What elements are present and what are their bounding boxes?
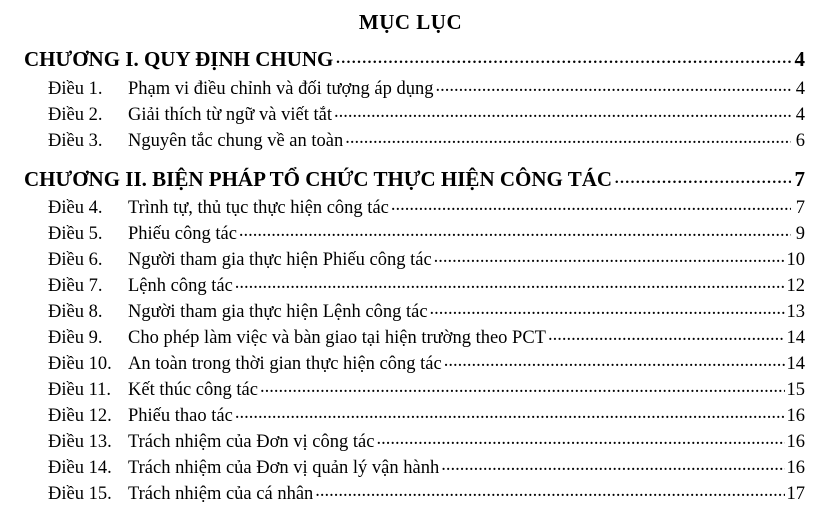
toc-article-title: An toàn trong thời gian thực hiện công tác (128, 354, 442, 375)
toc-article-number: Điều 14. (48, 458, 112, 479)
toc-article-number: Điều 15. (48, 484, 112, 505)
toc-article-title: Phiếu công tác (128, 224, 237, 245)
dot-leader (441, 453, 784, 473)
toc-article-number: Điều 5. (48, 224, 103, 245)
toc-page-number: 4 (795, 105, 805, 126)
toc-article-14[interactable] (48, 453, 805, 480)
toc-page-number: 4 (795, 79, 805, 100)
toc-article-title: Người tham gia thực hiện Phiếu công tác (128, 250, 432, 271)
toc-article-title: Trách nhiệm của cá nhân (128, 484, 314, 505)
dot-leader (548, 323, 785, 343)
toc-article-title: Phạm vi điều chỉnh và đối tượng áp dụng (128, 79, 434, 100)
toc-article-3[interactable] (48, 126, 805, 153)
toc-page-number: 9 (795, 224, 805, 245)
toc-article-10[interactable] (48, 349, 805, 376)
toc-article-8[interactable] (48, 297, 805, 324)
toc-page-number: 15 (786, 380, 805, 401)
dot-leader (239, 219, 791, 239)
toc-page-number: 16 (786, 432, 805, 453)
dot-leader (315, 479, 784, 499)
dot-leader (335, 43, 791, 66)
toc-article-title: Kết thúc công tác (128, 380, 258, 401)
toc-article-15[interactable] (48, 479, 805, 506)
toc-page-number: 10 (786, 250, 805, 271)
toc-article-12[interactable] (48, 401, 805, 428)
toc-article-title: Cho phép làm việc và bàn giao tại hiện trường theo PCT (128, 328, 546, 349)
toc-article-number: Điều 3. (48, 131, 103, 152)
toc-article-number: Điều 8. (48, 302, 103, 323)
toc-article-number: Điều 10. (48, 354, 112, 375)
toc-page-number: 16 (786, 406, 805, 427)
toc-article-13[interactable] (48, 427, 805, 454)
toc-article-number: Điều 7. (48, 276, 103, 297)
dot-leader (391, 193, 791, 213)
dot-leader (260, 375, 785, 395)
toc-chapter-title: CHƯƠNG II. BIỆN PHÁP TỔ CHỨC THỰC HIỆN CÔNG TÁC (24, 167, 613, 192)
toc-chapter-2[interactable] (24, 163, 805, 192)
toc-article-number: Điều 1. (48, 79, 103, 100)
dot-leader (434, 245, 785, 265)
toc-chapter-title: CHƯƠNG I. QUY ĐỊNH CHUNG (24, 47, 334, 72)
toc-article-number: Điều 9. (48, 328, 103, 349)
dot-leader (376, 427, 784, 447)
toc-article-11[interactable] (48, 375, 805, 402)
toc-article-number: Điều 6. (48, 250, 103, 271)
toc-article-1[interactable] (48, 74, 805, 101)
toc-article-title: Trách nhiệm của Đơn vị công tác (128, 432, 375, 453)
toc-page-number: 6 (795, 131, 805, 152)
toc-article-number: Điều 12. (48, 406, 112, 427)
toc-page-number: 13 (786, 302, 805, 323)
dot-leader (345, 126, 791, 146)
toc-page-number: 14 (786, 328, 805, 349)
dot-leader (235, 271, 785, 291)
toc-article-title: Trách nhiệm của Đơn vị quản lý vận hành (128, 458, 440, 479)
toc-article-title: Trình tự, thủ tục thực hiện công tác (128, 198, 389, 219)
toc-page-number: 17 (786, 484, 805, 505)
dot-leader (430, 297, 785, 317)
toc-article-number: Điều 4. (48, 198, 103, 219)
toc-page-number: 12 (786, 276, 805, 297)
dot-leader (235, 401, 785, 421)
toc-article-6[interactable] (48, 245, 805, 272)
toc-article-4[interactable] (48, 193, 805, 220)
toc-article-title: Giải thích từ ngữ và viết tắt (128, 105, 332, 126)
toc-page-number: 7 (794, 167, 805, 192)
toc-page-number: 4 (794, 47, 805, 72)
toc-page-number: 7 (795, 198, 805, 219)
toc-article-number: Điều 11. (48, 380, 112, 401)
dot-leader (444, 349, 785, 369)
toc-article-title: Người tham gia thực hiện Lệnh công tác (128, 302, 428, 323)
toc-article-7[interactable] (48, 271, 805, 298)
toc-page-number: 14 (786, 354, 805, 375)
toc-article-2[interactable] (48, 100, 805, 127)
toc-chapter-1[interactable] (24, 43, 805, 72)
toc-article-number: Điều 2. (48, 105, 103, 126)
toc-article-title: Lệnh công tác (128, 276, 233, 297)
toc-article-5[interactable] (48, 219, 805, 246)
dot-leader (614, 163, 791, 186)
toc-article-9[interactable] (48, 323, 805, 350)
toc-title: MỤC LỤC (358, 10, 463, 34)
toc-article-title: Nguyên tắc chung về an toàn (128, 131, 344, 152)
toc-article-title: Phiếu thao tác (128, 406, 233, 427)
dot-leader (334, 100, 791, 120)
toc-page-number: 16 (786, 458, 805, 479)
dot-leader (436, 74, 792, 94)
toc-article-number: Điều 13. (48, 432, 112, 453)
